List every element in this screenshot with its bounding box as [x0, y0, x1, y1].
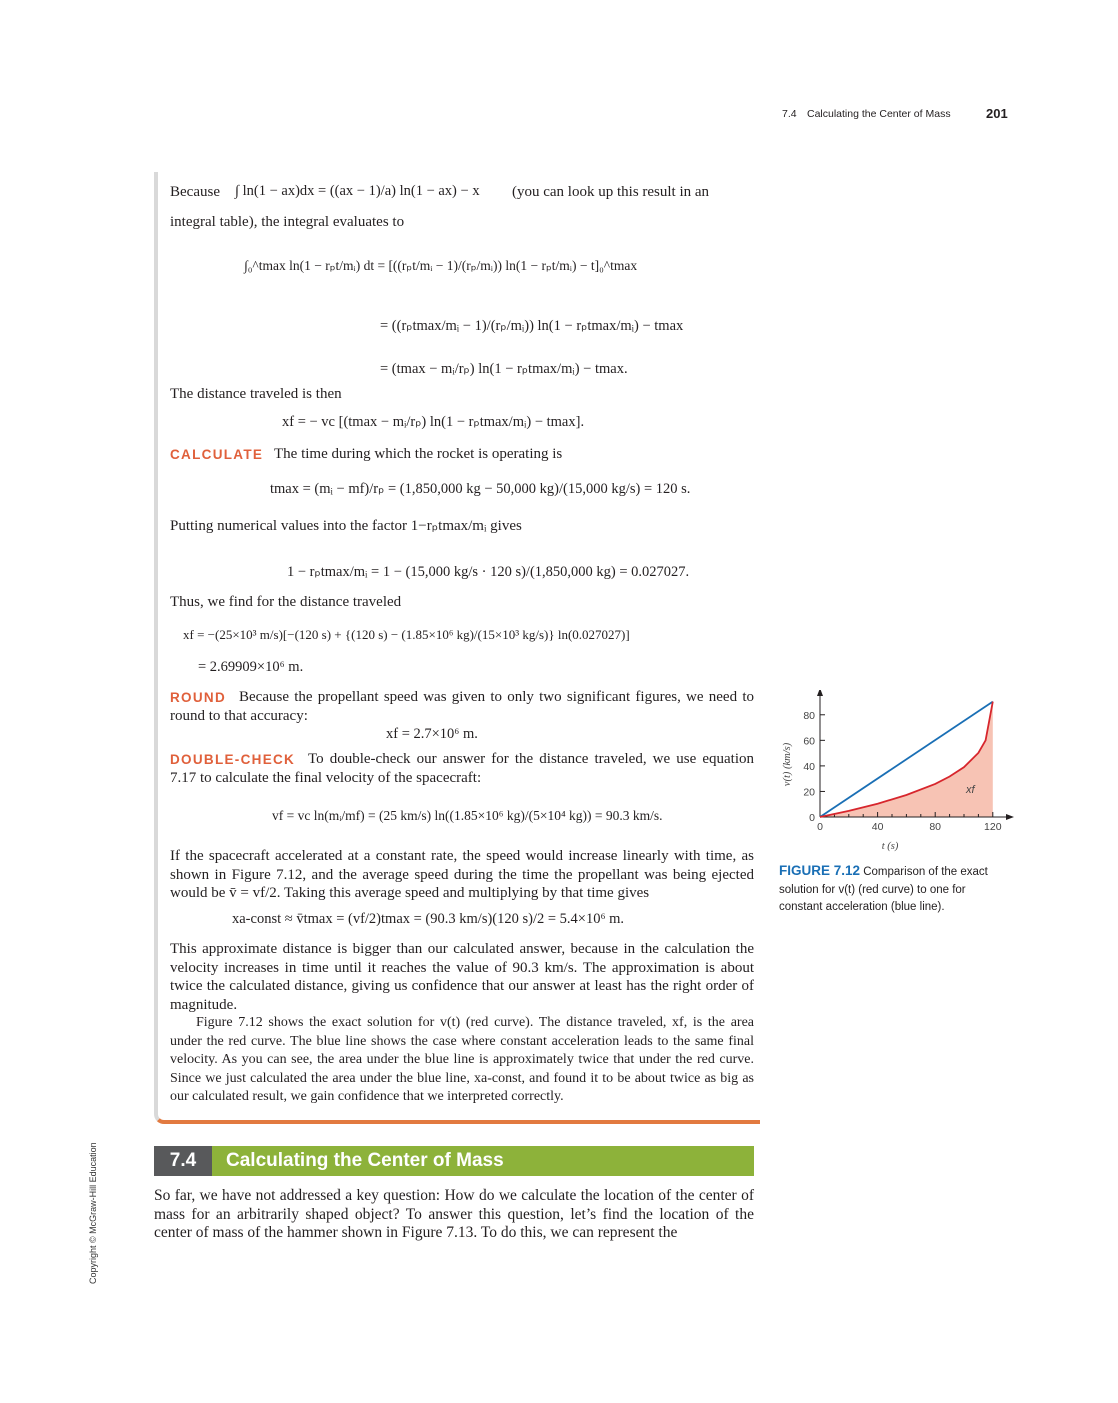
- equation-vf: vf = vc ln(mᵢ/mf) = (25 km/s) ln((1.85×10⁶ kg)/(5×10⁴ kg)) = 90.3 km/s.: [272, 808, 663, 823]
- double-check-label: DOUBLE-CHECK: [170, 752, 296, 767]
- x-tick-label-1: 40: [871, 821, 884, 833]
- header-section-number: 7.4: [782, 108, 797, 120]
- equation-integral-identity: ∫ ln(1 − ax)dx = ((ax − 1)/a) ln(1 − ax) − x: [235, 183, 480, 199]
- equation-integral-step-3: = (tmax − mᵢ/rₚ) ln(1 − rₚtmax/mᵢ) − tmax.: [380, 361, 628, 377]
- y-tick-label-1: 20: [803, 786, 815, 799]
- copyright-notice: Copyright © McGraw-Hill Education: [88, 1142, 98, 1284]
- equation-factor: 1 − rₚtmax/mᵢ = 1 − (15,000 kg/s · 120 s)/(1,850,000 kg) = 0.027027.: [287, 564, 690, 580]
- area-label-xf: xf: [966, 784, 975, 796]
- y-tick-label-2: 40: [803, 760, 815, 773]
- calculate-label: CALCULATE: [170, 447, 264, 462]
- figure-caption: [779, 862, 999, 917]
- paragraph-round: Because the propellant speed was given to only two significant figures, we need to round to that accuracy:: [170, 689, 754, 724]
- x-tick-label-0: 0: [817, 821, 823, 833]
- section-title: Calculating the Center of Mass: [226, 1150, 504, 1171]
- figure-label: FIGURE 7.12: [779, 863, 861, 878]
- figure-caption-text: Comparison of the exact solution for v(t) (red curve) to one for constant acceleration (blue line).: [779, 866, 988, 913]
- y-tick-label-4: 80: [803, 709, 815, 722]
- paragraph-constant-rate: If the spacecraft accelerated at a constant rate, the speed would increase linearly with time, as shown in Figure 7.12, and the average speed during the time the propellant was being ejected would be v̄ = vf/2. Taking this average speed and multiplying by that time gives: [170, 848, 754, 902]
- page-number: 201: [986, 106, 1008, 121]
- equation-tmax: tmax = (mᵢ − mf)/rₚ = (1,850,000 kg − 50,000 kg)/(15,000 kg/s) = 120 s.: [270, 481, 691, 497]
- equation-xf-result: = 2.69909×10⁶ m.: [198, 659, 304, 675]
- round-label: ROUND: [170, 690, 226, 705]
- equation-xf-numeric: xf = −(25×10³ m/s)[−(120 s) + {(120 s) − (1.85×10⁶ kg)/(15×10³ kg/s)} ln(0.027027)]: [183, 627, 630, 642]
- figure-7-12-chart: [770, 690, 1020, 860]
- y-tick-label-0: 0: [809, 812, 815, 824]
- equation-distance: xf = − vc [(tmax − mᵢ/rₚ) ln(1 − rₚtmax/mᵢ) − tmax].: [282, 414, 585, 430]
- paragraph-double-check: To double-check our answer for the distance traveled, we use equation 7.17 to calculate the final velocity of the spacecraft:: [170, 751, 754, 786]
- equation-integral-step-2: = ((rₚtmax/mᵢ − 1)/(rₚ/mᵢ)) ln(1 − rₚtmax/mᵢ) − tmax: [380, 318, 684, 334]
- x-axis-arrow: [1006, 814, 1014, 820]
- header-title: Calculating the Center of Mass: [807, 108, 951, 120]
- paragraph-distance-intro: The distance traveled is then: [170, 386, 342, 402]
- equation-aconst: xa-const ≈ v̄tmax = (vf/2)tmax = (90.3 km/s)(120 s)/2 = 5.4×10⁶ m.: [232, 911, 625, 927]
- paragraph-calculate: The time during which the rocket is operating is: [274, 446, 563, 462]
- paragraph-because-rest: (you can look up this result in an: [512, 184, 710, 200]
- x-tick-label-3: 120: [984, 821, 1002, 833]
- x-axis-label: t (s): [881, 841, 899, 852]
- paragraph-integral-table: integral table), the integral evaluates to: [170, 214, 405, 230]
- paragraph-thus: Thus, we find for the distance traveled: [170, 594, 402, 610]
- y-tick-label-3: 60: [803, 735, 815, 748]
- x-tick-label-2: 80: [929, 821, 942, 833]
- y-axis-arrow: [817, 690, 823, 696]
- paragraph-because: Because: [170, 184, 220, 200]
- equation-round: xf = 2.7×10⁶ m.: [386, 726, 478, 742]
- equation-integral-step-1: ∫₀^tmax ln(1 − rₚt/mᵢ) dt = [((rₚt/mᵢ − 1)/(rₚ/mᵢ)) ln(1 − rₚt/mᵢ) − t]₀^tmax: [244, 258, 638, 273]
- paragraph-approximate: This approximate distance is bigger than our calculated answer, because in the calculation the velocity increases in time until it reaches the value of 90.3 km/s. The approximation is about twice the calculated distance, giving us confidence that our answer at least has the right order of magnitude.: [170, 941, 754, 1013]
- paragraph-factor-intro: Putting numerical values into the factor 1−rₚtmax/mᵢ gives: [170, 518, 522, 534]
- paragraph-figure-explanation: Figure 7.12 shows the exact solution for v(t) (red curve). The distance traveled, xf, is the area under the red curve. The blue line shows the case where constant acceleration leads to the same final velocity. As you can see, the area under the blue line is approximately twice that under the red curve. Since we just calculated the area under the blue line, xa-const, and found it to be about twice as big as our calculated result, we gain confidence that we interpreted correctly.: [170, 1015, 754, 1105]
- section-intro: So far, we have not addressed a key question: How do we calculate the location of the center of mass for an arbitrarily shaped object? To answer this question, let’s find the location of the center of mass of the hammer shown in Figure 7.13. To do this, we can represent the: [154, 1187, 754, 1242]
- section-number: 7.4: [154, 1146, 212, 1176]
- y-axis-label: v(t) (km/s): [782, 742, 793, 787]
